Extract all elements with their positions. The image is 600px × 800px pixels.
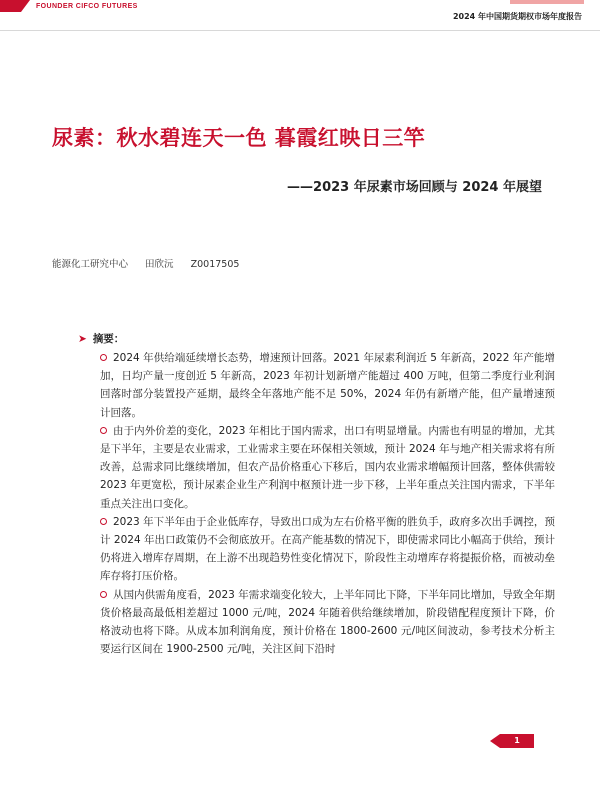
header-divider [0,30,600,31]
brand-name: FOUNDER CIFCO FUTURES [36,3,138,10]
author-line [52,256,253,270]
abstract-paragraph [100,349,555,422]
abstract-paragraph [100,586,555,659]
page-header [0,0,600,38]
page-title: 尿素：秋水碧连天一色 暮霞红映日三竿 [52,126,426,150]
header-accent-bar [510,0,584,4]
page-number: 1 [500,734,534,748]
abstract-paragraph [100,513,555,586]
page-arrow-icon [490,734,500,748]
page-number-badge [490,730,544,752]
bullet-circle-icon [100,354,107,361]
abstract-paragraph-text: 从国内供需角度看，2023 年需求端变化较大，上半年同比下降，下半年同比增加，导致全年期货价格最高最低相差超过 1000 元/吨，2024 年随着供给继续增加，阶段错配程度预计下降，价格波动也将下降。从成本加利润角度，预计价格在 1800-2600 元/吨区间波动，参考技术分析主要运行区间在 1900-2500 元/吨，关注区间下沿时 [100,588,555,656]
abstract-paragraph-text: 由于内外价差的变化，2023 年相比于国内需求，出口有明显增量。内需也有明显的增加，尤其是下半年，主要是农业需求，工业需求主要在环保相关领域，预计 2024 年与地产相关需求将有所改善，总需求同比继续增加，但农产品价格重心下移后，国内农业需求增幅预计回落，整体供需较 2023 年更宽松，预计尿素企业生产利润中枢预计进一步下移，上半年重点关注国内需求，下半年重点关注出口变化。 [100,424,555,510]
company-logo-icon [0,0,30,12]
abstract-paragraph-text: 2024 年供给端延续增长态势，增速预计回落。2021 年尿素利润近 5 年新高，2022 年产能增加，日均产量一度创近 5 年新高，2023 年初计划新增产能超过 400 万吨，但第二季度行业利润回落时部分装置投产延期，最终全年落地产能不足 50%，2024 年仍有新增产能，但产量增速预计回落。 [100,352,555,419]
page-subtitle: ——2023 年尿素市场回顾与 2024 年展望 [287,180,542,195]
report-name: 2024 年中国期货期权市场年度报告 [452,12,582,21]
author-license: Z0017505 [190,259,240,270]
abstract-paragraph-text: 2023 年下半年由于企业低库存，导致出口成为左右价格平衡的胜负手，政府多次出手调控，预计 2024 年出口政策仍不会彻底放开。在高产能基数的情况下，即使需求同比小幅高于供给，预计仍将进入增库存周期，在上游不出现趋势性变化情况下，阶段性主动增库存将提振价格，而被动垒库存将打压价格。 [100,515,555,583]
abstract-paragraph [100,422,555,513]
author-name: 田欣沅 [145,259,174,270]
arrow-right-icon: ➤ [78,333,87,345]
bullet-circle-icon [100,591,107,598]
abstract-heading [78,331,124,346]
abstract-body [100,349,555,658]
author-dept: 能源化工研究中心 [52,259,129,270]
bullet-circle-icon [100,518,107,525]
abstract-heading-label: 摘要： [92,333,125,345]
bullet-circle-icon [100,427,107,434]
